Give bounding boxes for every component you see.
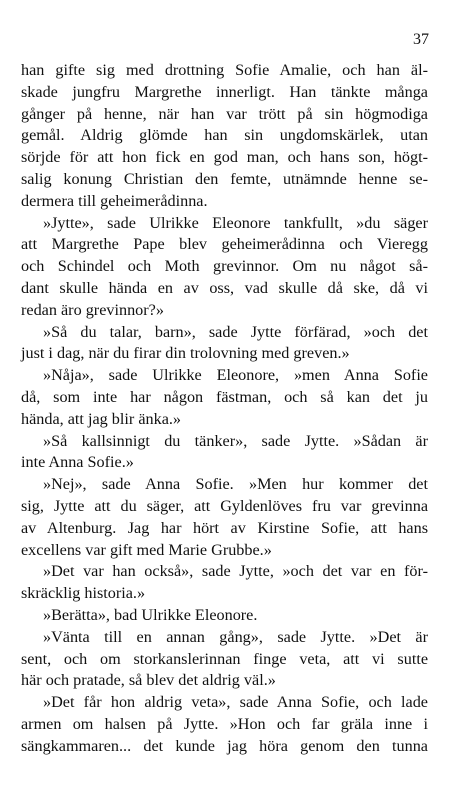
text-line: »Det var han också», sade Jytte, »och det var en för- [43,562,428,581]
text-line: »Så du talar, barn», sade Jytte förfärad, »och det [43,322,428,341]
text-line: inte Anna Sofie.» [21,453,134,472]
text-line: salig konung Christian den femte, utnämnde henne se- [21,169,428,188]
text-line: »Jytte», sade Ulrikke Eleonore tankfullt, »du säger [43,213,428,232]
text-line: »Nej», sade Anna Sofie. »Men hur kommer det [43,475,428,494]
text-line: av Altenburg. Jag har hört av Kirstine Sofie, att hans [21,518,428,537]
text-line: sörjde för att hon fick en god man, och hans son, högt- [21,148,428,167]
text-line: gemål. Aldrig glömde han sin ungdomskärlek, utan [21,126,428,145]
text-line: excellens var gift med Marie Grubbe.» [21,540,272,559]
text-line: skade jungfru Margrethe innerligt. Han tänkte många [21,82,428,101]
text-line: då, som inte har någon fästman, och så kan det ju [21,387,428,406]
page-number: 37 [413,31,429,48]
text-line: här och pratade, så blev det aldrig väl.» [21,671,276,690]
text-line: dant skulle hända en av oss, vad skulle då ske, då vi [21,278,428,297]
text-line: »Nåja», sade Ulrikke Eleonore, »men Anna Sofie [43,366,428,385]
text-line: dermera till geheimerådinna. [21,191,208,210]
text-line: han gifte sig med drottning Sofie Amalie, och han äl- [21,61,428,79]
text-line: skräcklig historia.» [21,584,146,603]
text-line: gånger på henne, när han var trött på sin högmodiga [21,104,428,123]
text-line: sängkammaren... det kunde jag höra genom den tunna [21,736,428,755]
text-line: att Margrethe Pape blev geheimerådinna och Vieregg [21,235,428,254]
text-line: hända, att jag blir änka.» [21,409,182,428]
text-line: »Det får hon aldrig veta», sade Anna Sofie, och lade [43,693,428,712]
text-line: redan äro grevinnor?» [21,300,164,319]
text-line: och Schindel och Moth grevinnor. Om nu något så- [21,257,428,276]
text-line: just i dag, när du firar din trolovning med greven.» [21,344,350,363]
text-line: sig, Jytte att du säger, att Gyldenlöves fru var grevinna [21,496,428,515]
text-line: »Berätta», bad Ulrikke Eleonore. [43,605,258,624]
text-line: »Vänta till en annan gång», sade Jytte. »Det är [43,627,428,646]
text-line: armen om halsen på Jytte. »Hon och far gräla inne i [21,714,428,733]
text-line: »Så kallsinnigt du tänker», sade Jytte. »Sådan är [43,431,428,450]
text-line: sent, och om storkanslerinnan finge veta, att vi sutte [21,649,428,668]
body-text [21,60,428,758]
